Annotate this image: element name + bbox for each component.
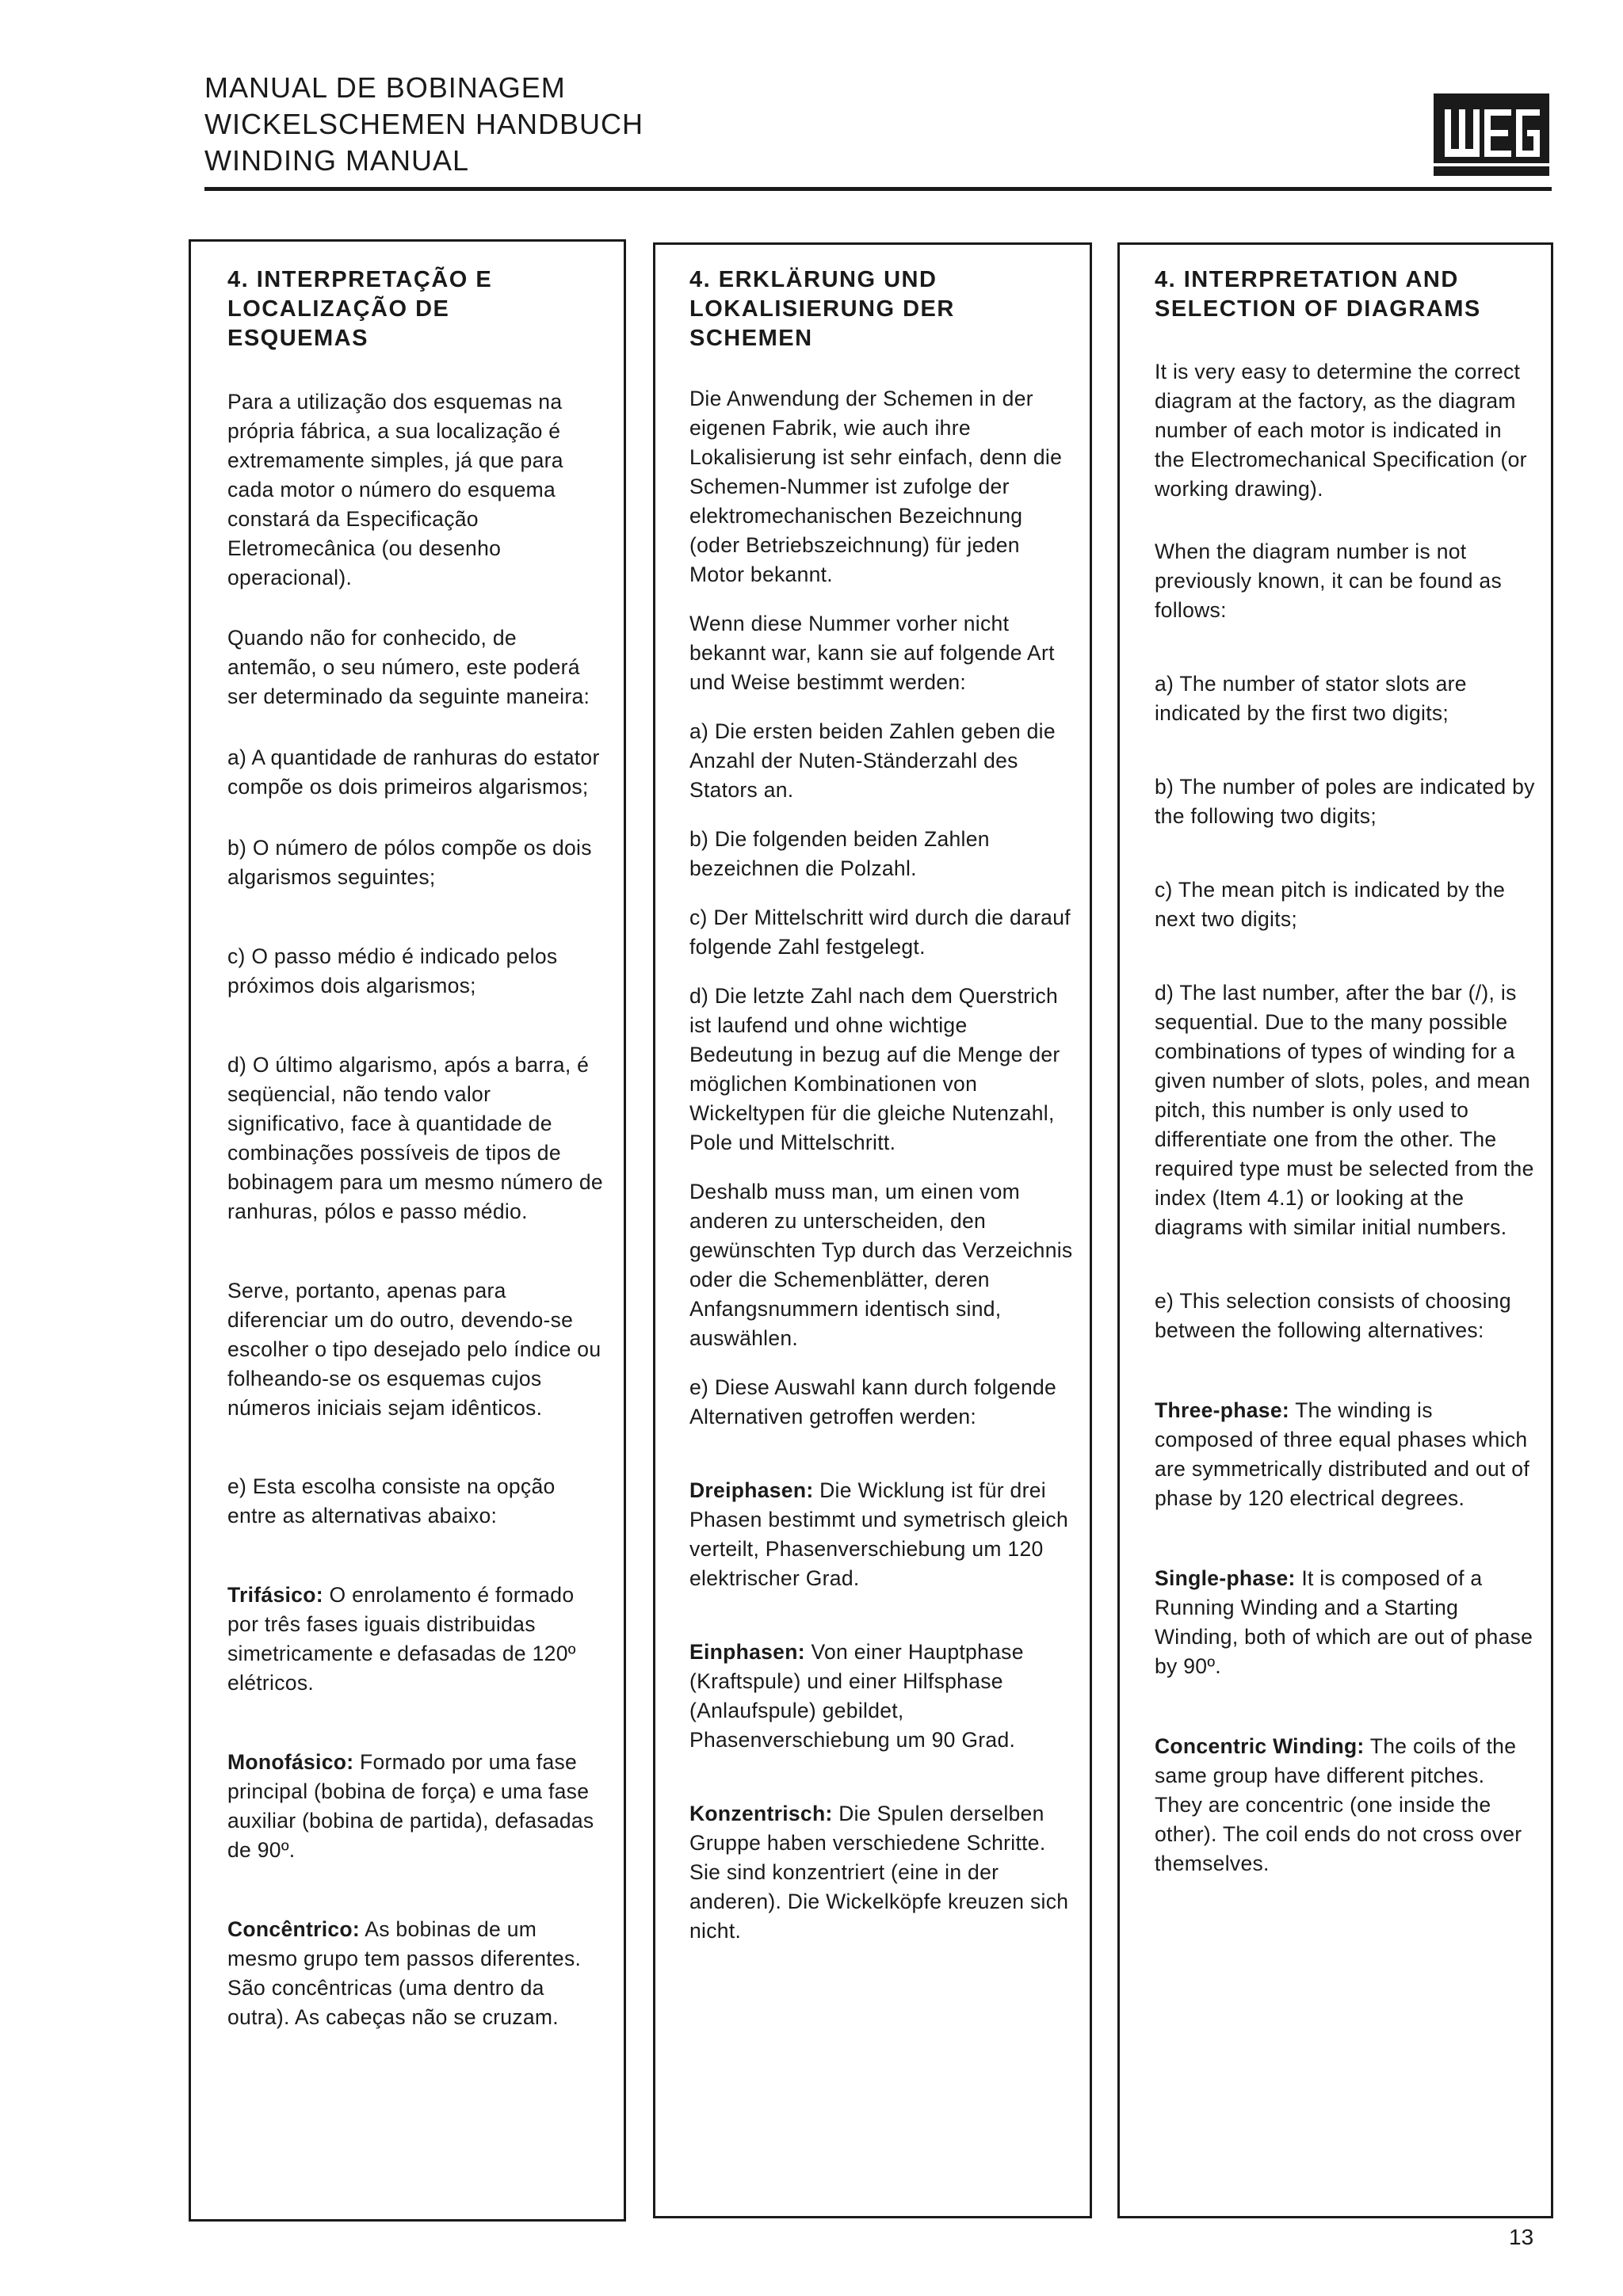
paragraph-de-single-phase (689, 1638, 1074, 1755)
term-text: The winding is composed of three equal phases which are symmetrically distributed and out of phase by 120 electrical degrees. (1155, 1398, 1530, 1510)
section-title-pt: 4. INTERPRETAÇÃO E LOCALIZAÇÃO DE ESQUEMAS (227, 267, 493, 351)
paragraph-en-three-phase (1155, 1396, 1535, 1513)
header-title-en: WINDING MANUAL (204, 144, 470, 177)
term-label: Single-phase: (1155, 1566, 1296, 1590)
term-label: Concentric Winding: (1155, 1734, 1365, 1758)
paragraph-pt-c: c) O passo médio é indicado pelos próximos dois algarismos; (227, 944, 558, 997)
paragraph-de-d: d) Die letzte Zahl nach dem Querstrich ist laufend und ohne wichtige Bedeutung in bezug auf die Menge der möglichen Kombinationen von Wickeltypen für die gleiche Nutenzahl, Pole und Mittelschritt. (689, 984, 1060, 1154)
paragraph-de-a: a) Die ersten beiden Zahlen geben die Anzahl der Nuten-Ständerzahl des Stators an. (689, 719, 1056, 802)
paragraph-en-c: c) The mean pitch is indicated by the next two digits; (1155, 878, 1506, 931)
paragraph-en-intro: It is very easy to determine the correct diagram at the factory, as the diagram number of each motor is indicated in the Electromechanical Specification (or working drawing). (1155, 360, 1527, 501)
term-label: Einphasen: (689, 1640, 805, 1664)
section-title-de: 4. ERKLÄRUNG UND LOKALISIERUNG DER SCHEMEN (689, 267, 955, 351)
term-label: Three-phase: (1155, 1398, 1290, 1422)
document-header (204, 70, 643, 179)
paragraph-pt-concentric (227, 1915, 608, 2032)
term-text: It is composed of a Running Winding and a Starting Winding, both of which are out of phase by 90º. (1155, 1566, 1533, 1678)
paragraph-pt-unknown: Quando não for conhecido, de antemão, o seu número, este poderá ser determinado da seguinte maneira: (227, 626, 590, 708)
paragraph-pt-a: a) A quantidade de ranhuras do estator compõe os dois primeiros algarismos; (227, 746, 600, 799)
term-text: Die Wicklung ist für drei Phasen bestimmt und symetrisch gleich verteilt, Phasenverschiebung um 120 elektrischer Grad. (689, 1478, 1068, 1590)
paragraph-de-deshalb: Deshalb muss man, um einen vom anderen zu unterscheiden, den gewünschten Typ durch das Verzeichnis oder die Schemenblätter, deren Anfangsnummern identisch sind, auswählen. (689, 1180, 1073, 1350)
term-text: The coils of the same group have different pitches. They are concentric (one inside the other). The coil ends do not cross over themselves. (1155, 1734, 1522, 1875)
section-title-en: 4. INTERPRETATION AND SELECTION OF DIAGRAMS (1155, 267, 1481, 322)
paragraph-de-e: e) Diese Auswahl kann durch folgende Alternativen getroffen werden: (689, 1375, 1057, 1428)
term-label: Konzentrisch: (689, 1802, 833, 1825)
column-german (653, 242, 1092, 2218)
paragraph-de-three-phase (689, 1476, 1074, 1593)
paragraph-en-b: b) The number of poles are indicated by the following two digits; (1155, 775, 1535, 828)
paragraph-pt-d: d) O último algarismo, após a barra, é seqüencial, não tendo valor significativo, face à quantidade de combinações possíveis de tipos de bobinagem para um mesmo número de ranhuras, pólos e passo médio. (227, 1053, 603, 1223)
paragraph-en-a: a) The number of stator slots are indicated by the first two digits; (1155, 672, 1467, 725)
term-text: Die Spulen derselben Gruppe haben verschiedene Schritte. Sie sind konzentriert (eine in der anderen). Die Wickelköpfe kreuzen sich nicht. (689, 1802, 1069, 1943)
paragraph-pt-e: e) Esta escolha consiste na opção entre as alternativas abaixo: (227, 1474, 556, 1527)
paragraph-pt-single-phase (227, 1748, 608, 1865)
paragraph-de-intro: Die Anwendung der Schemen in der eigenen Fabrik, wie auch ihre Lokalisierung ist sehr einfach, denn die Schemen-Nummer ist zufolge der elektromechanischen Bezeichnung (oder Betriebszeichnung) für jeden Motor bekannt. (689, 387, 1063, 586)
weg-logo (1434, 93, 1549, 176)
column-english (1117, 242, 1553, 2218)
paragraph-en-e: e) This selection consists of choosing between the following alternatives: (1155, 1289, 1511, 1342)
column-portuguese (189, 239, 626, 2222)
term-text: O enrolamento é formado por três fases iguais distribuidas simetricamente e defasadas de 120º elétricos. (227, 1583, 576, 1695)
header-rule (204, 187, 1552, 191)
term-label: Monofásico: (227, 1750, 354, 1774)
paragraph-de-c: c) Der Mittelschritt wird durch die darauf folgende Zahl festgelegt. (689, 906, 1071, 959)
paragraph-pt-b: b) O número de pólos compõe os dois algarismos seguintes; (227, 836, 592, 889)
term-text: As bobinas de um mesmo grupo tem passos diferentes. São concêntricas (uma dentro da outra). As cabeças não se cruzam. (227, 1917, 582, 2029)
paragraph-pt-intro: Para a utilização dos esquemas na própria fábrica, a sua localização é extremamente simples, já que para cada motor o número do esquema constará da Especificação Eletromecânica (ou desenho operacional). (227, 390, 563, 589)
term-text: Formado por uma fase principal (bobina de força) e uma fase auxiliar (bobina de partida), defasadas de 90º. (227, 1750, 594, 1862)
term-label: Dreiphasen: (689, 1478, 814, 1502)
term-text: Von einer Hauptphase (Kraftspule) und einer Hilfsphase (Anlaufspule) gebildet, Phasenverschiebung um 90 Grad. (689, 1640, 1024, 1752)
paragraph-de-concentric (689, 1799, 1074, 1946)
term-label: Trifásico: (227, 1583, 323, 1607)
paragraph-en-d: d) The last number, after the bar (/), is sequential. Due to the many possible combinations of types of winding for a given number of slots, poles, and mean pitch, this number is only used to differentiate one from the other. The required type must be selected from the index (Item 4.1) or looking at the diagrams with similar initial numbers. (1155, 981, 1534, 1239)
paragraph-en-single-phase (1155, 1564, 1535, 1681)
term-label: Concêntrico: (227, 1917, 361, 1941)
paragraph-pt-three-phase (227, 1581, 608, 1698)
paragraph-en-concentric (1155, 1732, 1535, 1878)
header-title-de: WICKELSCHEMEN HANDBUCH (204, 108, 644, 140)
paragraph-de-unknown: Wenn diese Nummer vorher nicht bekannt war, kann sie auf folgende Art und Weise bestimmt werden: (689, 612, 1055, 694)
header-title-pt: MANUAL DE BOBINAGEM (204, 71, 566, 104)
paragraph-en-unknown: When the diagram number is not previously known, it can be found as follows: (1155, 540, 1502, 622)
paragraph-de-b: b) Die folgenden beiden Zahlen bezeichnen die Polzahl. (689, 827, 990, 880)
page-number: 13 (1509, 2225, 1534, 2249)
paragraph-pt-serve: Serve, portanto, apenas para diferenciar um do outro, devendo-se escolher o tipo desejado pelo índice ou folheando-se os esquemas cujos números iniciais sejam idênticos. (227, 1279, 601, 1420)
